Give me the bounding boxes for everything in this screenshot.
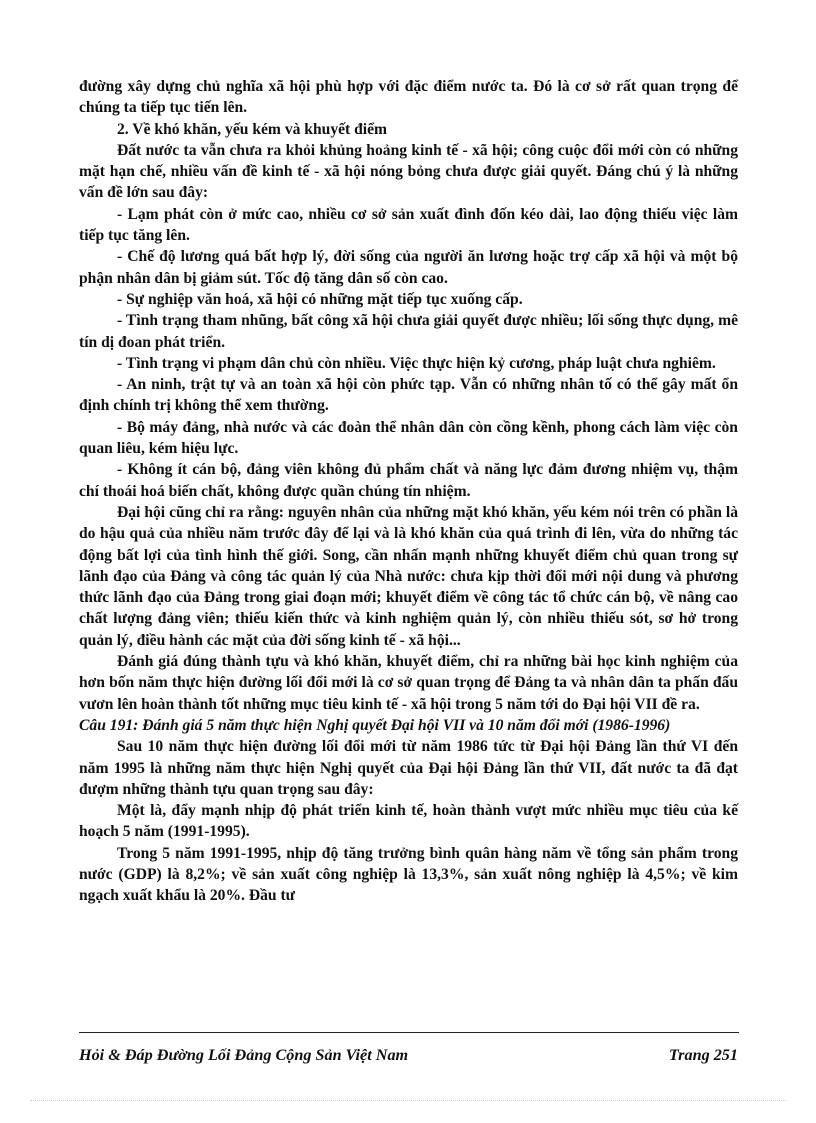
body-paragraph: đường xây dựng chủ nghĩa xã hội phù hợp với đặc điểm nước ta. Đó là cơ sở rất quan trọng để chúng ta tiếp tục tiến lên. <box>79 78 738 117</box>
body-paragraph: - Tình trạng vi phạm dân chủ còn nhiều. Việc thực hiện kỷ cương, pháp luật chưa nghiêm. <box>117 354 716 372</box>
body-paragraph: - An ninh, trật tự và an toàn xã hội còn phức tạp. Vẫn có những nhân tố có thể gây mất ổn định chính trị không thể xem thường. <box>79 376 738 415</box>
body-paragraph: Đất nước ta vẫn chưa ra khỏi khủng hoảng kinh tế - xã hội; công cuộc đổi mới còn có những mặt hạn chế, nhiều vấn đề kinh tế - xã hội nóng bỏng chưa được giải quyết. Đáng chú ý là những vấn đề lớn sau đây: <box>79 141 738 202</box>
body-paragraph: Trong 5 năm 1991-1995, nhịp độ tăng trưởng bình quân hàng năm về tổng sản phẩm trong nước (GDP) là 8,2%; về sản xuất công nghiệp là 13,3%, sản xuất nông nghiệp là 4,5%; về kim ngạch xuất khẩu là 20%. Đầu tư <box>79 844 738 905</box>
question-heading: Câu 191: Đánh giá 5 năm thực hiện Nghị quyết Đại hội VII và 10 năm đổi mới (1986-1996) <box>79 716 671 734</box>
page-body-text <box>79 76 738 907</box>
body-paragraph: - Không ít cán bộ, đảng viên không đủ phẩm chất và năng lực đảm đương nhiệm vụ, thậm chí thoái hoá biến chất, không được quần chúng tín nhiệm. <box>79 461 738 500</box>
body-paragraph: Sau 10 năm thực hiện đường lối đổi mới từ năm 1986 tức từ Đại hội Đảng lần thứ VI đến năm 1995 là những năm thực hiện Nghị quyết của Đại hội Đảng lần thứ VII, đất nước ta đã đạt đượm những thành tựu quan trọng sau đây: <box>79 738 738 798</box>
body-paragraph: - Chế độ lương quá bất hợp lý, đời sống của người ăn lương hoặc trợ cấp xã hội và một bộ phận nhân dân bị giảm sút. Tốc độ tăng dân số còn cao. <box>79 248 738 287</box>
body-paragraph: - Sự nghiệp văn hoá, xã hội có những mặt tiếp tục xuống cấp. <box>117 290 523 308</box>
body-paragraph: Đại hội cũng chỉ ra rằng: nguyên nhân của những mặt khó khăn, yếu kém nói trên có phần là do hậu quả của nhiều năm trước đây để lại và là khó khăn của quá trình đi lên, vừa do những tác động bất lợi của tình hình thế giới. Song, cần nhấn mạnh những khuyết điểm chủ quan trong sự lãnh đạo của Đảng và công tác quản lý của Nhà nước: chưa kịp thời đổi mới nội dung và phương thức lãnh đạo của Đảng trong giai đoạn mới; khuyết điểm về công tác tổ chức cán bộ, về nâng cao chất lượng đảng viên; thiếu kiến thức và kinh nghiệm quản lý, còn nhiều thiếu sót, sơ hở trong quản lý, điều hành các mặt của đời sống kinh tế - xã hội... <box>79 503 738 649</box>
body-paragraph: - Lạm phát còn ở mức cao, nhiều cơ sở sản xuất đình đốn kéo dài, lao động thiếu việc làm tiếp tục tăng lên. <box>79 205 738 245</box>
footer-divider <box>79 1032 739 1033</box>
body-paragraph: - Bộ máy đảng, nhà nước và các đoàn thể nhân dân còn cồng kềnh, phong cách làm việc còn quan liêu, kém hiệu lực. <box>79 418 738 458</box>
footer-page-number: Trang 251 <box>668 1046 738 1064</box>
body-paragraph: 2. Về khó khăn, yếu kém và khuyết điểm <box>117 120 388 138</box>
page-footer <box>79 1046 738 1065</box>
page-bottom-edge <box>30 1100 786 1101</box>
body-paragraph: Một là, đẩy mạnh nhịp độ phát triển kinh tế, hoàn thành vượt mức nhiều mục tiêu của kế hoạch 5 năm (1991-1995). <box>79 802 738 841</box>
body-paragraph: Đánh giá đúng thành tựu và khó khăn, khuyết điểm, chỉ ra những bài học kinh nghiệm của hơn bốn năm thực hiện đường lối đổi mới là cơ sở quan trọng để Đảng ta và nhân dân ta phấn đấu vươn lên hoàn thành tốt những mục tiêu kinh tế - xã hội trong 5 năm tới do Đại hội VII đề ra. <box>79 653 738 713</box>
footer-book-title: Hỏi & Đáp Đường Lối Đảng Cộng Sản Việt Nam <box>79 1046 409 1064</box>
body-paragraph: - Tình trạng tham nhũng, bất công xã hội chưa giải quyết được nhiều; lối sống thực dụng, mê tín dị đoan phát triển. <box>79 312 738 351</box>
